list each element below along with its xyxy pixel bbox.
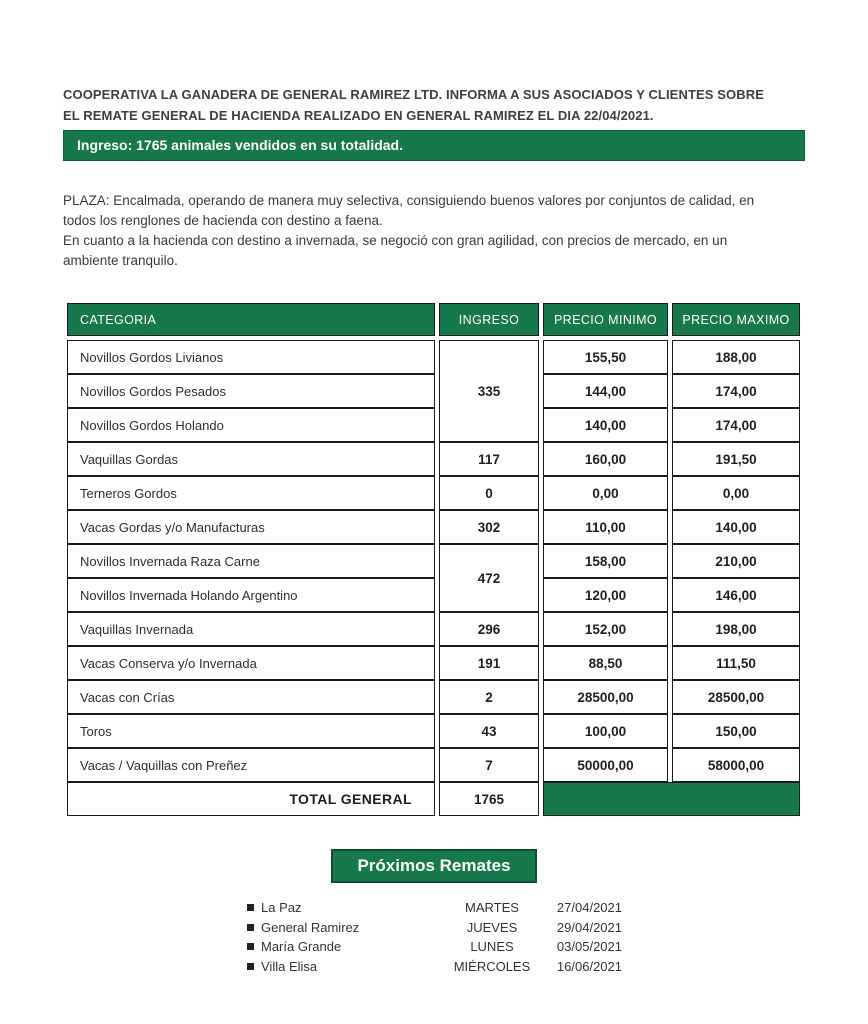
ingreso-cell: 191 <box>439 646 539 680</box>
ingreso-cell: 7 <box>439 748 539 782</box>
category-cell: Toros <box>67 714 435 748</box>
ingreso-cell: 335 <box>439 340 539 442</box>
precio-min-cell: 152,00 <box>543 612 668 646</box>
category-cell: Novillos Invernada Holando Argentino <box>67 578 435 612</box>
plaza-line-2: todos los renglones de hacienda con destino a faena. <box>63 213 383 228</box>
precio-min-cell: 160,00 <box>543 442 668 476</box>
precio-max-cell: 146,00 <box>672 578 800 612</box>
total-label-cell: TOTAL GENERAL <box>67 782 435 816</box>
precio-max-cell: 140,00 <box>672 510 800 544</box>
precio-max-cell: 58000,00 <box>672 748 800 782</box>
column-header-precio-maximo: PRECIO MAXIMO <box>672 303 800 336</box>
category-cell: Vaquillas Invernada <box>67 612 435 646</box>
auction-date: 27/04/2021 <box>556 900 622 915</box>
category-cell: Vacas con Crías <box>67 680 435 714</box>
table-row <box>67 544 800 578</box>
precio-max-cell: 150,00 <box>672 714 800 748</box>
ingreso-cell: 296 <box>439 612 539 646</box>
bullet-square-icon <box>247 924 254 931</box>
table-header-row <box>67 303 800 336</box>
total-row <box>67 782 800 816</box>
auction-day: JUEVES <box>466 919 518 935</box>
table-row <box>67 578 800 612</box>
proximos-remates-title: Próximos Remates <box>331 849 536 883</box>
prices-table <box>63 303 804 816</box>
plaza-line-4: ambiente tranquilo. <box>63 253 178 268</box>
table-row <box>67 340 800 374</box>
table-row <box>67 646 800 680</box>
table-row <box>67 680 800 714</box>
table-row <box>67 476 800 510</box>
category-cell: Vaquillas Gordas <box>67 442 435 476</box>
category-cell: Novillos Invernada Raza Carne <box>67 544 435 578</box>
auction-place: La Paz <box>247 898 447 918</box>
ingreso-banner: Ingreso: 1765 animales vendidos en su totalidad. <box>63 130 805 161</box>
precio-min-cell: 28500,00 <box>543 680 668 714</box>
precio-max-cell: 28500,00 <box>672 680 800 714</box>
precio-min-cell: 155,50 <box>543 340 668 374</box>
precio-min-cell: 88,50 <box>543 646 668 680</box>
precio-min-cell: 0,00 <box>543 476 668 510</box>
precio-max-cell: 0,00 <box>672 476 800 510</box>
precio-max-cell: 111,50 <box>672 646 800 680</box>
intro-line-1: COOPERATIVA LA GANADERA DE GENERAL RAMIREZ LTD. INFORMA A SUS ASOCIADOS Y CLIENTES SOBRE <box>63 87 764 102</box>
category-cell: Novillos Gordos Holando <box>67 408 435 442</box>
bullet-square-icon <box>247 963 254 970</box>
ingreso-cell: 0 <box>439 476 539 510</box>
ingreso-cell: 472 <box>439 544 539 612</box>
auction-row <box>247 898 622 918</box>
table-row <box>67 442 800 476</box>
category-cell: Novillos Gordos Pesados <box>67 374 435 408</box>
precio-max-cell: 174,00 <box>672 408 800 442</box>
precio-max-cell: 188,00 <box>672 340 800 374</box>
auction-date: 03/05/2021 <box>556 939 622 954</box>
table-row <box>67 714 800 748</box>
total-ingreso-cell: 1765 <box>439 782 539 816</box>
auction-date: 16/06/2021 <box>556 958 622 974</box>
total-green-cell <box>543 782 800 816</box>
auction-row <box>247 937 622 957</box>
auction-list <box>247 898 622 976</box>
precio-min-cell: 110,00 <box>543 510 668 544</box>
ingreso-cell: 117 <box>439 442 539 476</box>
bullet-square-icon <box>247 904 254 911</box>
auction-place: Villa Elisa <box>247 957 447 977</box>
bullet-square-icon <box>247 943 254 950</box>
category-cell: Novillos Gordos Livianos <box>67 340 435 374</box>
ingreso-cell: 302 <box>439 510 539 544</box>
precio-max-cell: 210,00 <box>672 544 800 578</box>
table-row <box>67 612 800 646</box>
auction-date: 29/04/2021 <box>556 919 622 935</box>
table-row <box>67 374 800 408</box>
auction-day: MARTES <box>465 900 519 915</box>
ingreso-cell: 2 <box>439 680 539 714</box>
category-cell: Vacas Conserva y/o Invernada <box>67 646 435 680</box>
intro-heading <box>63 84 805 126</box>
category-cell: Vacas Gordas y/o Manufacturas <box>67 510 435 544</box>
category-cell: Terneros Gordos <box>67 476 435 510</box>
ingreso-cell: 43 <box>439 714 539 748</box>
precio-min-cell: 158,00 <box>543 544 668 578</box>
precio-min-cell: 140,00 <box>543 408 668 442</box>
auction-row <box>247 957 622 977</box>
column-header-ingreso: INGRESO <box>439 303 539 336</box>
precio-min-cell: 120,00 <box>543 578 668 612</box>
auction-row <box>247 918 622 938</box>
plaza-paragraph <box>63 191 805 271</box>
auction-day: LUNES <box>470 939 514 954</box>
auction-day: MIÉRCOLES <box>453 958 531 974</box>
table-row <box>67 408 800 442</box>
table-row <box>67 510 800 544</box>
precio-max-cell: 191,50 <box>672 442 800 476</box>
plaza-line-1: PLAZA: Encalmada, operando de manera muy selectiva, consiguiendo buenos valores por conjuntos de calidad, en <box>63 193 755 208</box>
auction-place: María Grande <box>247 937 447 957</box>
column-header-categoria: CATEGORIA <box>67 303 435 336</box>
precio-min-cell: 50000,00 <box>543 748 668 782</box>
table-row <box>67 748 800 782</box>
precio-min-cell: 144,00 <box>543 374 668 408</box>
plaza-line-3: En cuanto a la hacienda con destino a invernada, se negoció con gran agilidad, con precios de mercado, en un <box>63 233 728 248</box>
auction-place: General Ramirez <box>247 918 447 938</box>
precio-min-cell: 100,00 <box>543 714 668 748</box>
category-cell: Vacas / Vaquillas con Preñez <box>67 748 435 782</box>
precio-max-cell: 198,00 <box>672 612 800 646</box>
precio-max-cell: 174,00 <box>672 374 800 408</box>
column-header-precio-minimo: PRECIO MINIMO <box>543 303 668 336</box>
intro-line-2: EL REMATE GENERAL DE HACIENDA REALIZADO EN GENERAL RAMIREZ EL DIA 22/04/2021. <box>63 108 654 123</box>
